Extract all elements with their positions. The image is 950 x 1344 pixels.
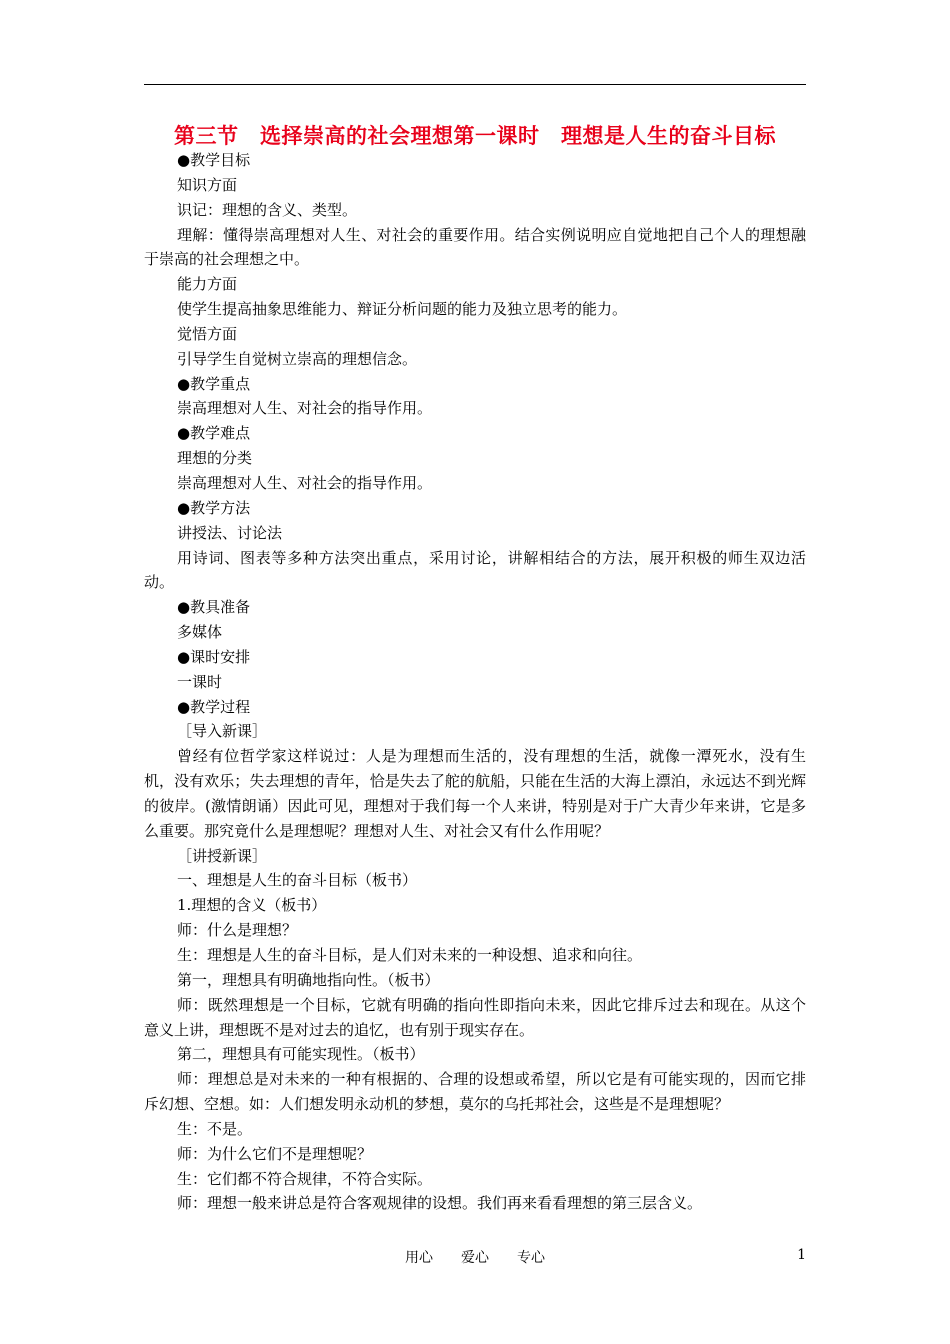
paragraph: 一、理想是人生的奋斗目标（板书） <box>177 871 418 890</box>
paragraph: 引导学生自觉树立崇高的理想信念。 <box>177 349 418 368</box>
page-number: 1 <box>797 1247 806 1263</box>
paragraph: ●教学重点 <box>177 374 251 393</box>
paragraph: 用诗词、图表等多种方法突出重点，采用讨论，讲解相结合的方法，展开积极的师生双边活动。 <box>144 548 806 592</box>
paragraph: ●教学难点 <box>177 424 251 443</box>
paragraph: 知识方面 <box>177 175 238 194</box>
paragraph: ●教学过程 <box>177 697 251 716</box>
document-body <box>144 148 806 1216</box>
page-title: 第三节 选择崇高的社会理想第一课时 理想是人生的奋斗目标 <box>174 123 776 148</box>
paragraph: 1.理想的含义（板书） <box>177 896 327 915</box>
paragraph: 曾经有位哲学家这样说过：人是为理想而生活的，没有理想的生活，就像一潭死水，没有生机，没有欢乐；失去理想的青年，恰是失去了舵的航船，只能在生活的大海上漂泊，永远达不到光辉的彼岸。(激情朗诵）因此可见，理想对于我们每一个人来讲，特别是对于广大青少年来讲，它是多么重要。那究竟什么是理想呢？理想对人生、对社会又有什么作用呢？ <box>144 747 806 840</box>
paragraph: 师：为什么它们不是理想呢？ <box>177 1144 373 1163</box>
paragraph: ●教学方法 <box>177 498 251 517</box>
paragraph: 师：理想总是对未来的一种有根据的、合理的设想或希望，所以它是有可能实现的，因而它排斥幻想、空想。如：人们想发明永动机的梦想，莫尔的乌托邦社会，这些是不是理想呢？ <box>144 1070 806 1114</box>
paragraph: 生：理想是人生的奋斗目标，是人们对未来的一种设想、追求和向往。 <box>177 946 643 964</box>
paragraph: 师：既然理想是一个目标，它就有明确的指向性即指向未来，因此它排斥过去和现在。从这个意义上讲，理想既不是对过去的追忆，也有别于现实存在。 <box>144 995 806 1039</box>
paragraph: ●教具准备 <box>177 598 251 617</box>
header-rule <box>144 84 806 85</box>
paragraph: 理解：懂得崇高理想对人生、对社会的重要作用。结合实例说明应自觉地把自己个人的理想融于崇高的社会理想之中。 <box>144 225 806 269</box>
paragraph: 生：不是。 <box>177 1119 253 1138</box>
paragraph: ●教学目标 <box>177 151 251 169</box>
paragraph: 识记：理想的含义、类型。 <box>177 200 358 219</box>
paragraph: 第二，理想具有可能实现性。（板书） <box>177 1045 425 1064</box>
paragraph: 多媒体 <box>177 623 223 642</box>
paragraph: 崇高理想对人生、对社会的指导作用。 <box>177 399 433 418</box>
footer-motto: 用心 爱心 专心 <box>405 1250 545 1266</box>
paragraph: ●课时安排 <box>177 647 251 666</box>
paragraph: ［导入新课］ <box>177 722 268 741</box>
paragraph: 觉悟方面 <box>177 324 238 343</box>
paragraph: 一课时 <box>177 672 223 691</box>
paragraph: 讲授法、讨论法 <box>177 523 283 542</box>
paragraph: ［讲授新课］ <box>177 846 268 865</box>
paragraph: 理想的分类 <box>177 449 253 468</box>
paragraph: 第一，理想具有明确地指向性。（板书） <box>177 970 440 989</box>
paragraph: 使学生提高抽象思维能力、辩证分析问题的能力及独立思考的能力。 <box>177 300 628 319</box>
page-footer <box>144 1247 806 1271</box>
paragraph: 能力方面 <box>177 275 238 294</box>
paragraph: 师：什么是理想？ <box>177 921 298 940</box>
paragraph: 崇高理想对人生、对社会的指导作用。 <box>177 473 433 492</box>
paragraph: 师：理想一般来讲总是符合客观规律的设想。我们再来看看理想的第三层含义。 <box>177 1194 703 1213</box>
paragraph: 生：它们都不符合规律，不符合实际。 <box>177 1169 433 1188</box>
